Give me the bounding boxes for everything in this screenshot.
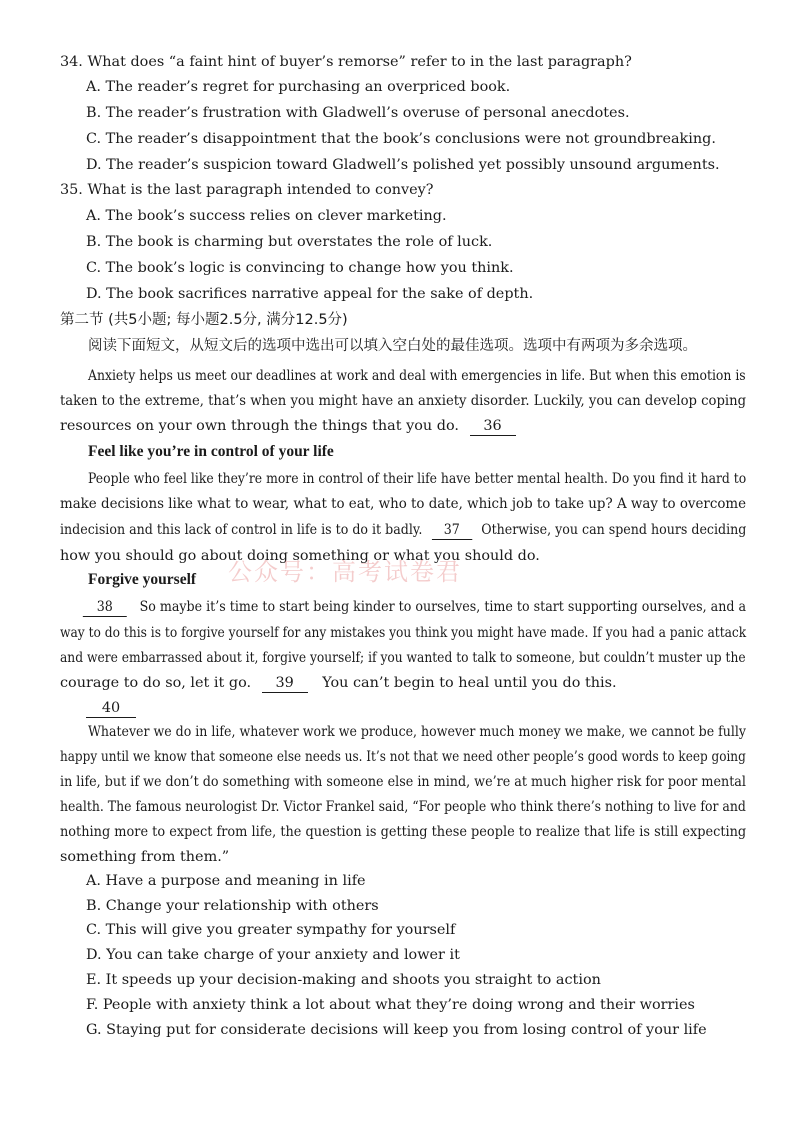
choice-a: A. Have a purpose and meaning in life	[86, 873, 366, 889]
intro-line-2: taken to the extreme, that’s when you might have an anxiety disorder. Luckily, you can develop coping	[60, 393, 747, 409]
heading-blank-40-line	[60, 698, 136, 718]
para1-line-2: make decisions like what to wear, what to eat, who to date, which job to take up? A way to overcome	[60, 496, 747, 512]
heading-control-your-life: Feel like you’re in control of your life	[88, 443, 334, 460]
para3-line-2: happy until we know that someone else needs us. It’s not that we need other people’s good words to keep going	[60, 749, 746, 765]
para1-line-1: People who feel like they’re more in control of their life have better mental health. Do you find it hard to	[88, 471, 747, 487]
blank-37[interactable]: 37	[432, 521, 472, 540]
question-35-option-d: D. The book sacrifices narrative appeal for the sake of depth.	[86, 286, 534, 302]
question-34-option-b: B. The reader’s frustration with Gladwell’s overuse of personal anecdotes.	[86, 105, 630, 121]
question-35-option-a: A. The book’s success relies on clever marketing.	[86, 208, 447, 224]
choice-f: F. People with anxiety think a lot about what they’re doing wrong and their worries	[86, 997, 695, 1013]
question-35-option-c: C. The book’s logic is convincing to change how you think.	[86, 260, 514, 276]
question-34-option-d: D. The reader’s suspicion toward Gladwell’s polished yet possibly unsound arguments.	[86, 157, 720, 173]
para2-line-2: way to do this is to forgive yourself for any mistakes you think you might have made. If you had a panic attack	[60, 625, 747, 641]
para2-line-3: and were embarrassed about it, forgive yourself; if you wanted to talk to someone, but couldn’t muster up the	[60, 650, 746, 666]
para1-line-3-text: indecision and this lack of control in life is to do it badly.	[60, 522, 423, 538]
para2-line-4-pre: courage to do so, let it go.	[60, 675, 252, 691]
intro-line-1: Anxiety helps us meet our deadlines at work and deal with emergencies in life. But when this emotion is	[88, 368, 746, 384]
question-34-option-c: C. The reader’s disappointment that the book’s conclusions were not groundbreaking.	[86, 131, 716, 147]
para3-line-4: health. The famous neurologist Dr. Victor Frankel said, “For people who think there’s nothing to live for and	[60, 799, 746, 815]
choice-c: C. This will give you greater sympathy for yourself	[86, 922, 456, 938]
para3-line-5: nothing more to expect from life, the question is getting these people to realize that life is still expecting	[60, 824, 747, 840]
para3-line-1: Whatever we do in life, whatever work we produce, however much money we make, we cannot be fully	[88, 724, 746, 740]
intro-line-3	[60, 416, 516, 436]
section-header: 第二节 (共5小题; 每小题2.5分, 满分12.5分)	[60, 312, 348, 328]
blank-40[interactable]: 40	[86, 699, 136, 718]
blank-39[interactable]: 39	[262, 674, 308, 693]
choice-d: D. You can take charge of your anxiety and lower it	[86, 947, 460, 963]
section-instruction: 阅读下面短文，从短文后的选项中选出可以填入空白处的最佳选项。选项中有两项为多余选项。	[88, 338, 697, 354]
question-35-stem: 35. What is the last paragraph intended to convey?	[60, 182, 434, 198]
choice-b: B. Change your relationship with others	[86, 898, 379, 914]
blank-36[interactable]: 36	[470, 417, 516, 436]
heading-forgive-yourself: Forgive yourself	[88, 571, 197, 588]
para2-line-1	[60, 597, 746, 617]
choice-e: E. It speeds up your decision-making and shoots you straight to action	[86, 972, 601, 988]
para2-line-4-post: You can’t begin to heal until you do this.	[322, 675, 617, 691]
para3-line-6: something from them.”	[60, 849, 230, 865]
para1-line-4: how you should go about doing something or what you should do.	[60, 548, 540, 564]
para3-line-3: in life, but if we don’t do something with someone else in mind, we’re at much higher risk for poor mental	[60, 774, 746, 790]
question-34-stem: 34. What does “a faint hint of buyer’s remorse” refer to in the last paragraph?	[60, 54, 632, 70]
blank-38[interactable]: 38	[83, 598, 127, 617]
choice-g: G. Staying put for considerate decisions will keep you from losing control of your life	[86, 1022, 707, 1038]
intro-line-3-text: resources on your own through the things that you do.	[60, 418, 459, 434]
para2-line-1-text: So maybe it’s time to start being kinder to ourselves, time to start supporting ourselves, and a	[139, 599, 746, 615]
para1-line-3	[60, 520, 746, 540]
para2-line-4	[60, 673, 617, 693]
question-34-option-a: A. The reader’s regret for purchasing an overpriced book.	[86, 79, 511, 95]
watermark: 公众号：高考试卷君	[228, 558, 462, 586]
para1-line-3-cont: Otherwise, you can spend hours deciding	[481, 522, 747, 538]
question-35-option-b: B. The book is charming but overstates the role of luck.	[86, 234, 493, 250]
